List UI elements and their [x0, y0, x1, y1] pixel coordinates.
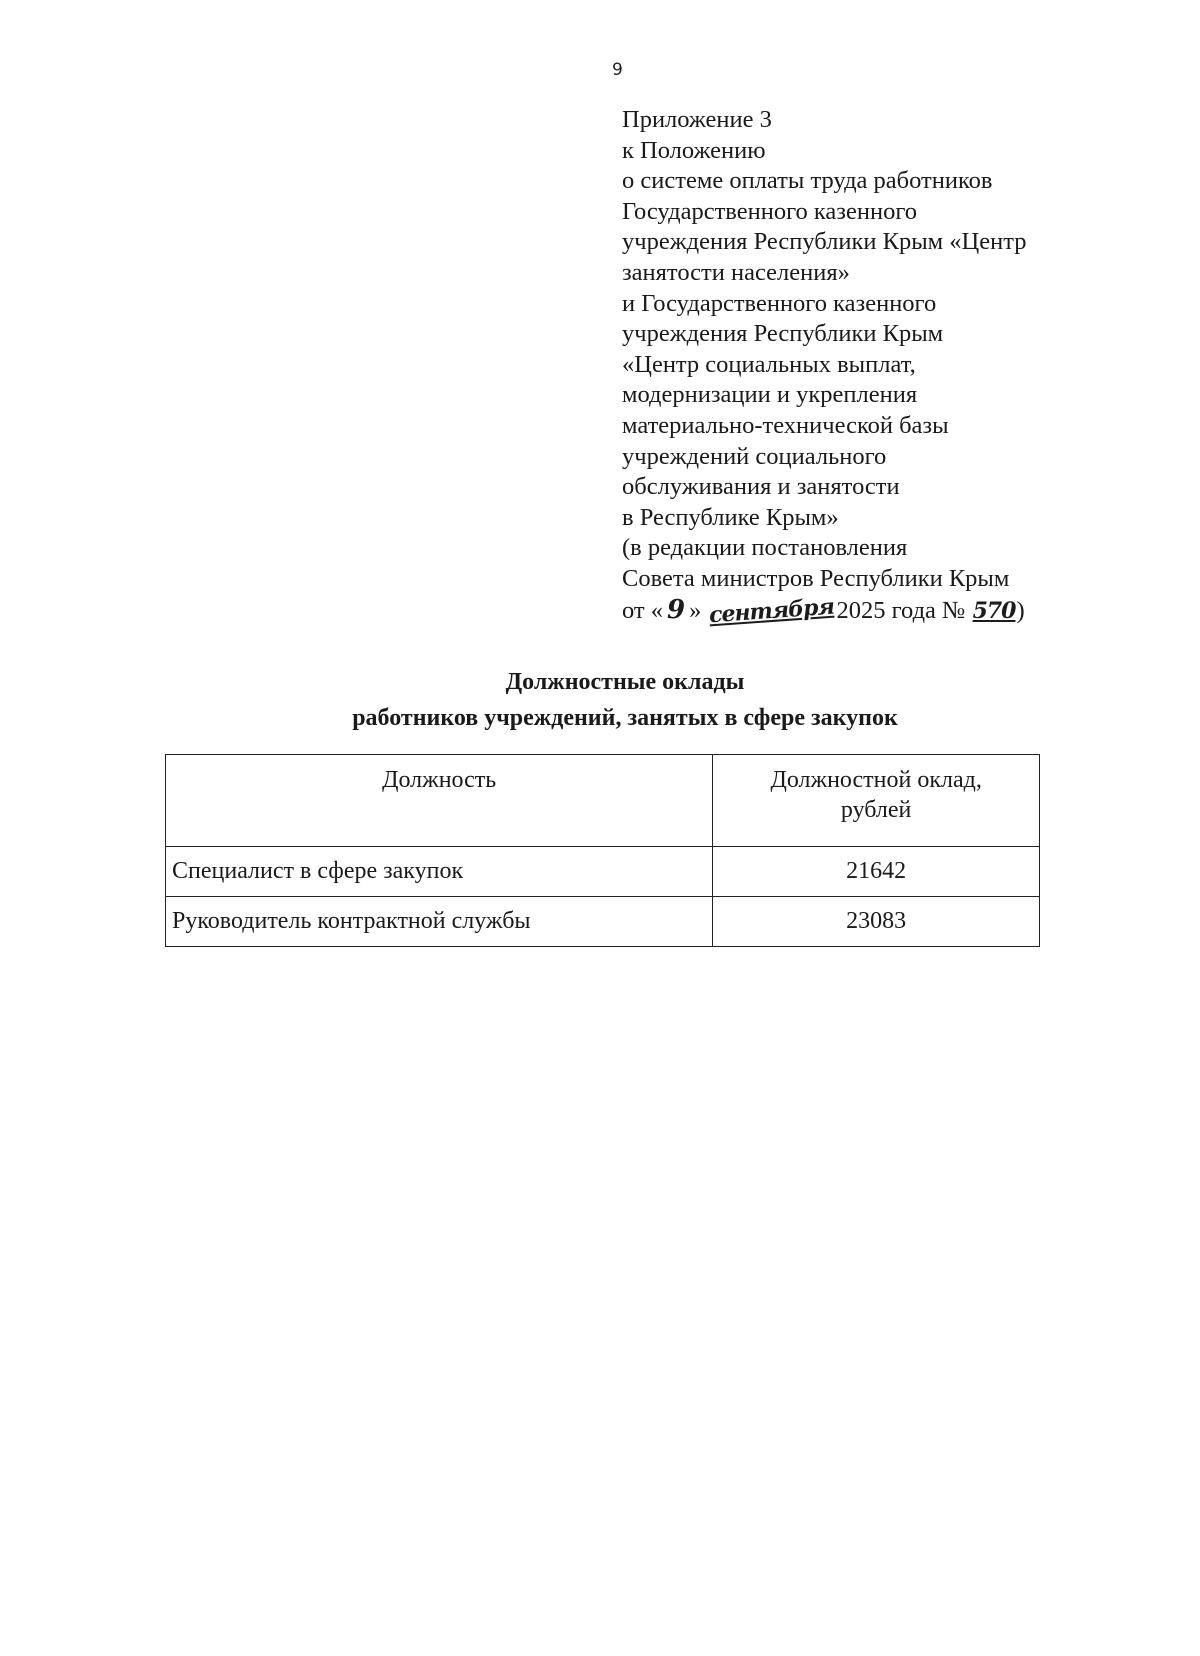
appendix-line: (в редакции постановления	[622, 534, 908, 562]
appendix-line: о системе оплаты труда работников	[622, 167, 993, 195]
date-mid: »	[689, 596, 702, 624]
table-row	[166, 847, 1040, 897]
appendix-line: в Республике Крым»	[622, 503, 839, 531]
appendix-line: модернизации и укрепления	[622, 381, 918, 409]
appendix-line: «Центр социальных выплат,	[622, 350, 916, 378]
document-title	[0, 664, 1200, 736]
appendix-line: учреждений социального	[622, 442, 887, 470]
appendix-header	[622, 105, 1182, 626]
resolution-date-line	[622, 595, 1182, 627]
appendix-line: учреждения Республики Крым	[622, 320, 944, 348]
header-salary	[713, 755, 1040, 847]
date-year-text: 2025 года №	[836, 596, 966, 624]
table-row	[166, 897, 1040, 947]
appendix-line: Приложение 3	[622, 106, 772, 133]
row-salary: 21642	[713, 847, 1040, 897]
header-position: Должность	[166, 755, 713, 847]
table-header-row	[166, 755, 1040, 847]
header-salary-line-2: рублей	[840, 797, 912, 823]
page-number: 9	[612, 60, 623, 80]
appendix-line: Государственного казенного	[622, 197, 918, 225]
handwritten-day: 9	[667, 594, 686, 625]
row-position: Специалист в сфере закупок	[166, 847, 713, 897]
appendix-line: учреждения Республики Крым «Центр	[622, 228, 1027, 256]
appendix-line: занятости населения»	[622, 258, 850, 286]
handwritten-month: сентября	[708, 593, 836, 628]
appendix-line: и Государственного казенного	[622, 289, 937, 317]
salary-table	[165, 754, 1040, 947]
date-prefix: от «	[622, 596, 664, 624]
title-line-1: Должностные оклады	[505, 669, 745, 695]
handwritten-resolution-number: 570	[972, 597, 1016, 624]
appendix-line: обслуживания и занятости	[622, 473, 900, 501]
title-line-2: работников учреждений, занятых в сфере закупок	[352, 705, 898, 731]
row-position: Руководитель контрактной службы	[166, 897, 713, 947]
appendix-line: материально-технической базы	[622, 411, 949, 439]
appendix-line: Совета министров Республики Крым	[622, 564, 1010, 592]
date-suffix: )	[1016, 596, 1025, 624]
header-salary-line-1: Должностной оклад,	[770, 767, 982, 793]
appendix-line: к Положению	[622, 136, 766, 164]
row-salary: 23083	[713, 897, 1040, 947]
